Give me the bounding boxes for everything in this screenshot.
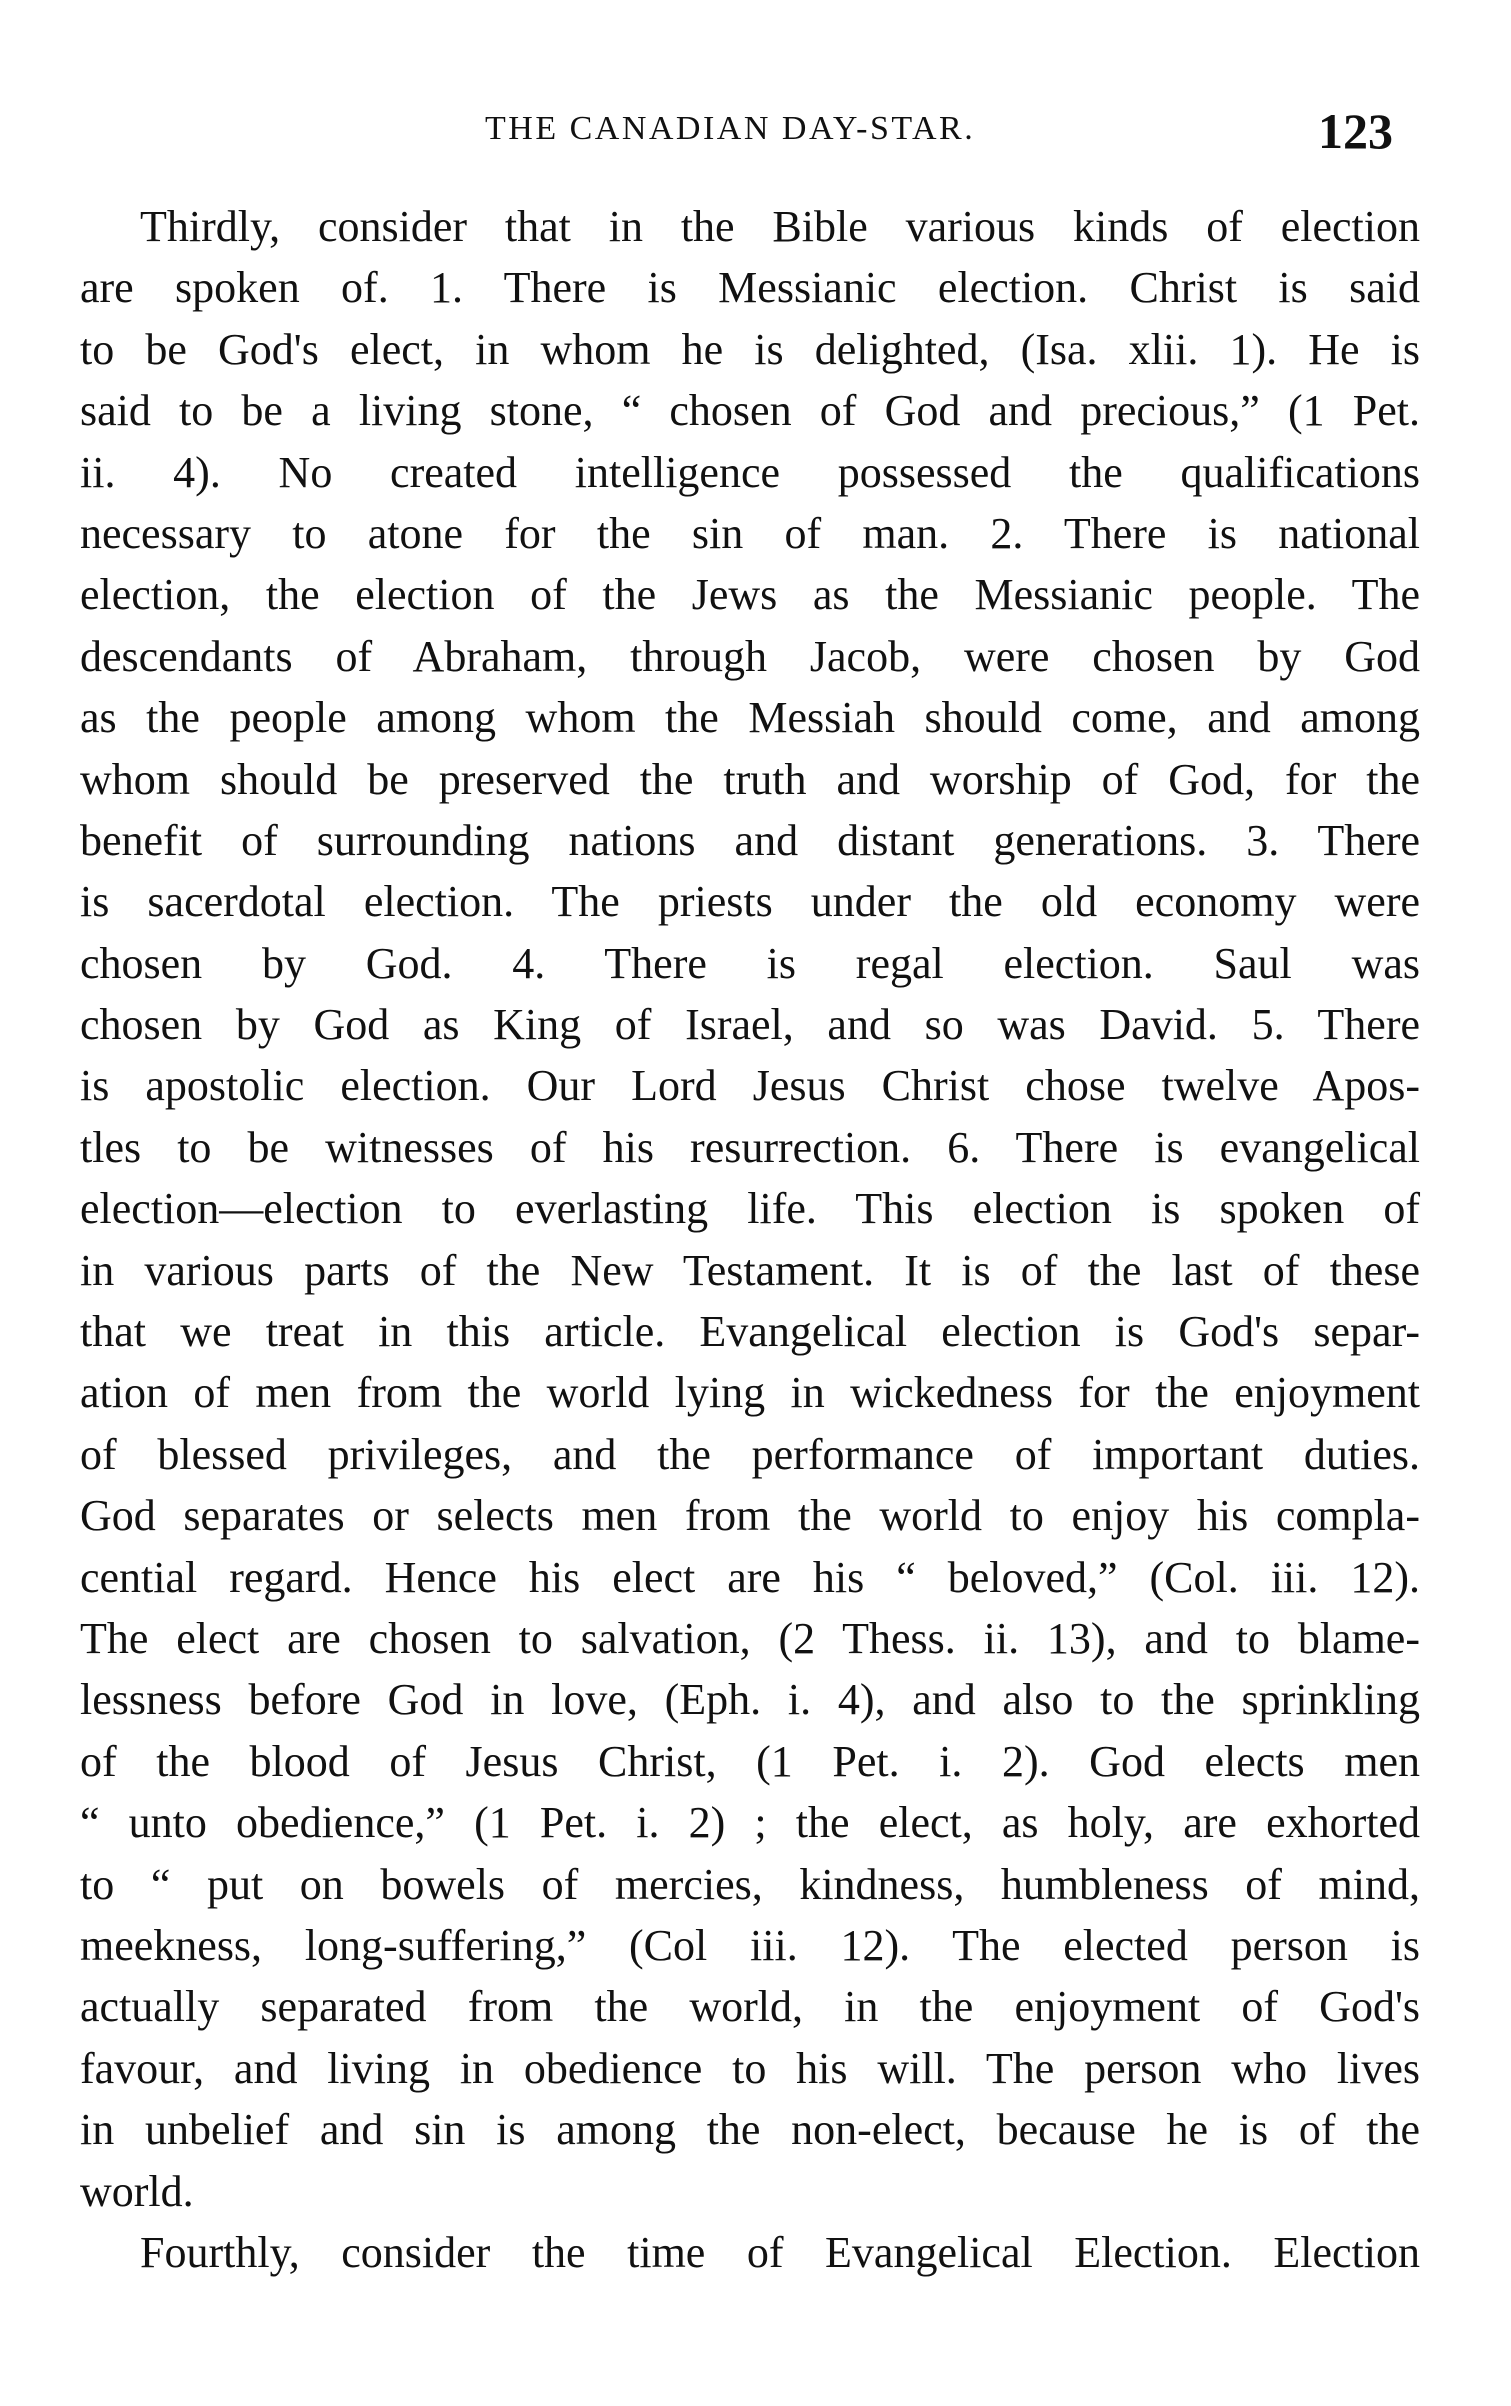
- text-line: God separates or selects men from the world to enjoy his compla-: [80, 1491, 1420, 1541]
- text-line: to be God's elect, in whom he is delighted, (Isa. xlii. 1). He is: [80, 324, 1420, 374]
- text-line: is apostolic election. Our Lord Jesus Christ chose twelve Apos-: [80, 1061, 1420, 1111]
- text-line: of blessed privileges, and the performance of important duties.: [80, 1429, 1420, 1479]
- text-line: tles to be witnesses of his resurrection. 6. There is evangelical: [80, 1122, 1420, 1172]
- text-line: that we treat in this article. Evangelical election is God's separ-: [80, 1307, 1420, 1357]
- running-head: [0, 102, 1511, 162]
- paragraph-fourthly: [80, 2222, 1420, 2283]
- text-line: chosen by God. 4. There is regal election. Saul was: [80, 938, 1420, 988]
- text-line: of the blood of Jesus Christ, (1 Pet. i. 2). God elects men: [80, 1736, 1420, 1786]
- text-line: “ unto obedience,” (1 Pet. i. 2) ; the elect, as holy, are exhorted: [80, 1798, 1420, 1848]
- text-line: meekness, long-suffering,” (Col iii. 12). The elected person is: [80, 1920, 1420, 1970]
- text-line: chosen by God as King of Israel, and so was David. 5. There: [80, 1000, 1420, 1050]
- text-line: in unbelief and sin is among the non-elect, because he is of the: [80, 2105, 1420, 2155]
- text-line: Fourthly, consider the time of Evangelical Election. Election: [140, 2227, 1420, 2277]
- text-line: ation of men from the world lying in wickedness for the enjoyment: [80, 1368, 1420, 1418]
- text-line: said to be a living stone, “ chosen of God and precious,” (1 Pet.: [80, 386, 1420, 436]
- text-line: world.: [80, 2166, 194, 2216]
- text-line: is sacerdotal election. The priests under the old economy were: [80, 877, 1420, 927]
- text-line: actually separated from the world, in the enjoyment of God's: [80, 1982, 1420, 2032]
- page-number: 123: [1318, 103, 1393, 159]
- text-line: are spoken of. 1. There is Messianic election. Christ is said: [80, 263, 1420, 313]
- text-line: to “ put on bowels of mercies, kindness, humbleness of mind,: [80, 1859, 1420, 1909]
- text-line: favour, and living in obedience to his will. The person who lives: [80, 2043, 1420, 2093]
- text-line: lessness before God in love, (Eph. i. 4), and also to the sprinkling: [80, 1675, 1420, 1725]
- running-title: THE CANADIAN DAY-STAR.: [485, 110, 976, 147]
- text-line: election—election to everlasting life. This election is spoken of: [80, 1184, 1420, 1234]
- text-line: Thirdly, consider that in the Bible various kinds of election: [140, 202, 1420, 251]
- text-line: in various parts of the New Testament. It is of the last of these: [80, 1245, 1420, 1295]
- text-line: ii. 4). No created intelligence possessed the qualifications: [80, 447, 1420, 497]
- text-line: necessary to atone for the sin of man. 2. There is national: [80, 508, 1420, 558]
- paragraph-thirdly: [80, 196, 1420, 2222]
- text-line: descendants of Abraham, through Jacob, were chosen by God: [80, 631, 1420, 681]
- text-line: The elect are chosen to salvation, (2 Thess. ii. 13), and to blame-: [80, 1613, 1420, 1663]
- text-line: cential regard. Hence his elect are his “ beloved,” (Col. iii. 12).: [80, 1552, 1420, 1602]
- text-line: as the people among whom the Messiah should come, and among: [80, 693, 1420, 743]
- text-line: benefit of surrounding nations and distant generations. 3. There: [80, 815, 1420, 865]
- text-line: election, the election of the Jews as the Messianic people. The: [80, 570, 1420, 620]
- page-body: [80, 196, 1420, 2283]
- text-line: whom should be preserved the truth and worship of God, for the: [80, 754, 1420, 804]
